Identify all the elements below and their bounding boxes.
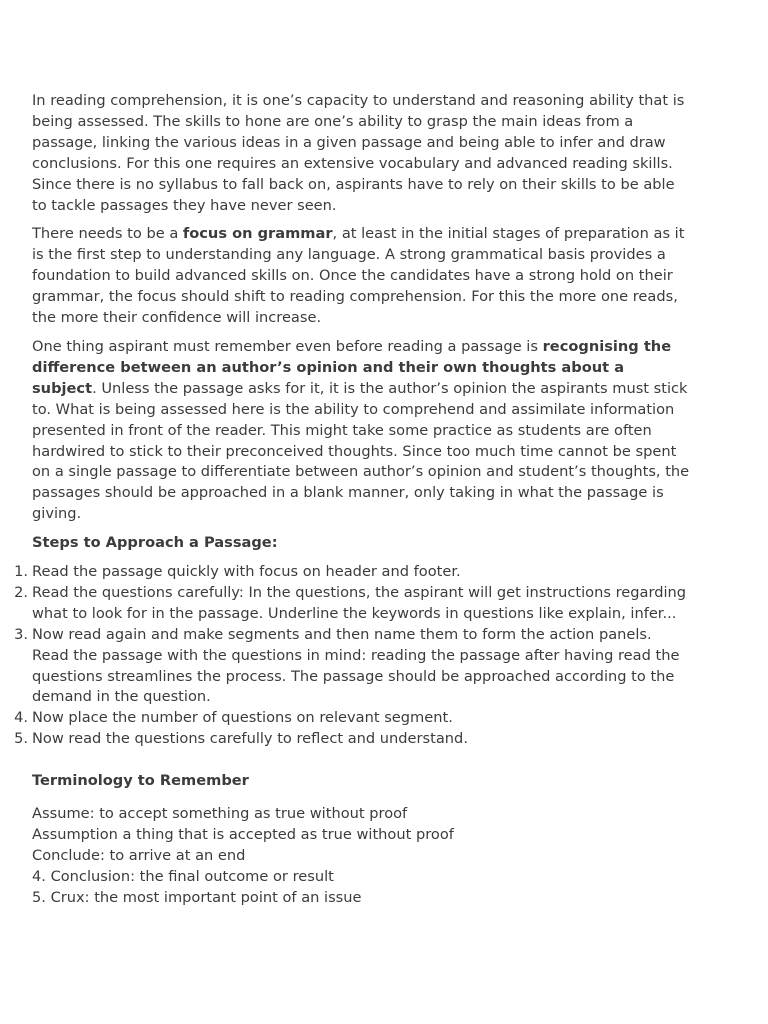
list-item-text: Now read the questions carefully to reflect and understand. — [32, 730, 468, 748]
term-line: 5. Crux: the most important point of an issue — [32, 888, 362, 906]
paragraph-grammar-emphasis: focus on grammar — [182, 225, 333, 243]
term-line: 4. Conclusion: the final outcome or result — [32, 867, 334, 885]
term-line: Assume: to accept something as true without proof — [32, 805, 408, 823]
list-item-text: Read the questions carefully: In the questions, the aspirant will get instructions regarding what to look for in the passage. Underline the keywords in questions like explain, infer... — [32, 583, 687, 622]
term-line: Assumption a thing that is accepted as true without proof — [32, 826, 454, 843]
list-item — [14, 583, 692, 625]
paragraph-opinion-emphasis: recognising the difference between an author’s opinion and their own thoughts about a subject — [32, 337, 672, 397]
list-item — [14, 708, 692, 729]
list-item-number: 5. — [14, 730, 28, 748]
list-item — [14, 562, 692, 583]
paragraph-opinion-lead: One thing aspirant must remember even before reading a passage is — [32, 337, 543, 355]
list-item — [14, 625, 692, 709]
list-item — [14, 729, 692, 750]
term-line: Conclude: to arrive at an end — [32, 846, 246, 864]
paragraph-grammar-lead: There needs to be a — [32, 225, 183, 243]
list-item-text: Now place the number of questions on relevant segment. — [32, 709, 453, 727]
list-item-number: 4. — [14, 709, 28, 727]
list-item-number: 1. — [14, 563, 28, 581]
article-body — [14, 91, 692, 909]
paragraph-opinion — [32, 337, 692, 525]
terminology-list — [32, 804, 692, 909]
paragraph-grammar — [32, 224, 692, 329]
terminology-heading: Terminology to Remember — [32, 772, 249, 790]
paragraph-intro — [32, 91, 692, 216]
paragraph-grammar-rest: , at least in the initial stages of preparation as it is the first step to understanding any language. A strong grammatical basis provides a foundation to build advanced skills on. Once the candidates have a strong hold on their grammar, the focus should shift to reading comprehension. For this the more one reads, the more their confidence will increase. — [32, 225, 685, 327]
steps-heading: Steps to Approach a Passage: — [32, 534, 278, 552]
steps-list — [14, 562, 692, 750]
paragraph-opinion-rest: . Unless the passage asks for it, it is the author’s opinion the aspirants must stick to. What is being assessed here is the ability to comprehend and assimilate information presented in front of the reader. This might take some practice as students are often hardwired to stick to their preconceived thoughts. Since too much time cannot be spent on a single passage to differentiate between author’s opinion and student’s thoughts, the passages should be approached in a blank manner, only taking in what the passage is giving. — [32, 379, 690, 523]
paragraph-intro-text: In reading comprehension, it is one’s capacity to understand and reasoning ability that is being assessed. The skills to hone are one’s ability to grasp the main ideas from a passage, linking the various ideas in a given passage and being able to infer and draw conclusions. For this one requires an extensive vocabulary and advanced reading skills. Since there is no syllabus to fall back on, aspirants have to rely on their skills to be able to tackle passages they have never seen. — [32, 92, 685, 214]
list-item-number: 3. — [14, 625, 28, 643]
list-item-text: Now read again and make segments and then name them to form the action panels. Read the passage with the questions in mind: reading the passage after having read the questions streamlines the process. The passage should be approached according to the demand in the question. — [32, 625, 680, 706]
list-item-text: Read the passage quickly with focus on header and footer. — [32, 563, 461, 581]
list-item-number: 2. — [14, 583, 28, 601]
